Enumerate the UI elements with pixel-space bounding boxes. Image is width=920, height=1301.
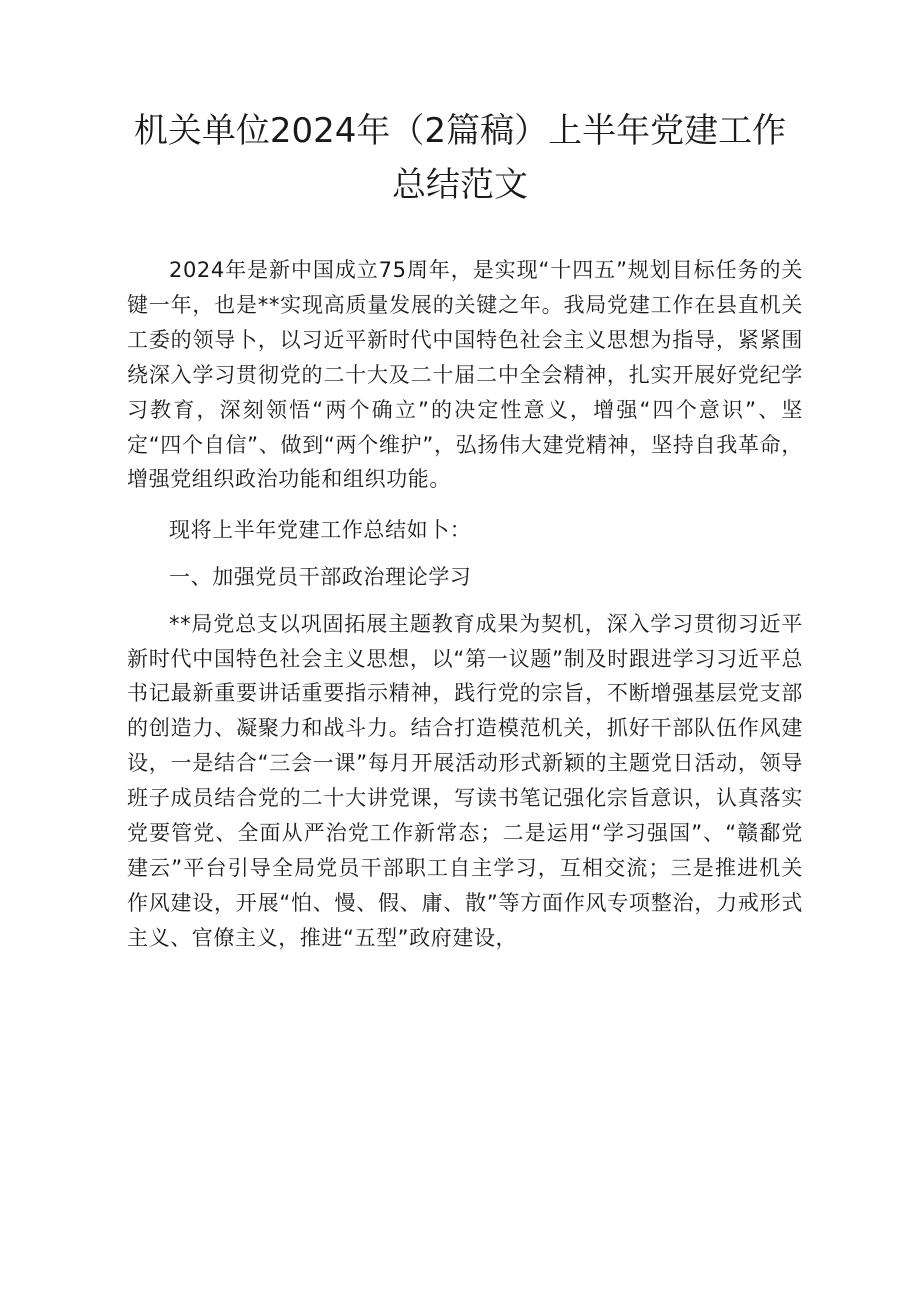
paragraph-summary-lead: 现将上半年党建工作总结如卜： [169, 517, 472, 542]
section-heading-1: 一、加强党员干部政治理论学习 [169, 564, 472, 589]
paragraph-section-1: **局党总支以巩固拓展主题教育成果为契机，深入学习贯彻习近平新时代中国特色社会主义思想，以“第一议题”制及时跟进学习习近平总书记最新重要讲话重要指示精神，践行党的宗旨，不断增强基层党支部的创造力、凝聚力和战斗力。结合打造模范机关，抓好干部队伍作风建设，一是结合“三会一课”每月开展活动形式新颖的主题党日活动，领导班子成员结合党的二十大讲党课，写读书笔记强化宗旨意识，认真落实党要管党、全面从严治党工作新常态；二是运用“学习强国”、“赣鄱党建云”平台引导全局党员干部职工自主学习，互相交流；三是推进机关作风建设，开展“怕、慢、假、庸、散”等方面作风专项整治，力戒形式主义、官僚主义，推进“五型”政府建设， [127, 611, 803, 950]
document-title [110, 104, 810, 212]
paragraph-intro: 2024年是新中国成立75周年，是实现“十四五”规划目标任务的关键一年，也是**实现高质量发展的关键之年。我局党建工作在县直机关工委的领导卜，以习近平新时代中国特色社会主义思想为指导，紧紧围绕深入学习贯彻党的二十大及二十届二中全会精神，扎实开展好党纪学习教育，深刻领悟“两个确立”的决定性意义，增强“四个意识”、坚定“四个自信”、做到“两个维护”，弘扬伟大建党精神，坚持自我革命，增强党组织政治功能和组织功能。 [127, 258, 803, 492]
title-line-2: 总结范文 [392, 165, 528, 205]
title-line-1: 机关单位2024年（2篇稿）上半年党建工作 [133, 111, 787, 151]
document-body [127, 253, 803, 971]
